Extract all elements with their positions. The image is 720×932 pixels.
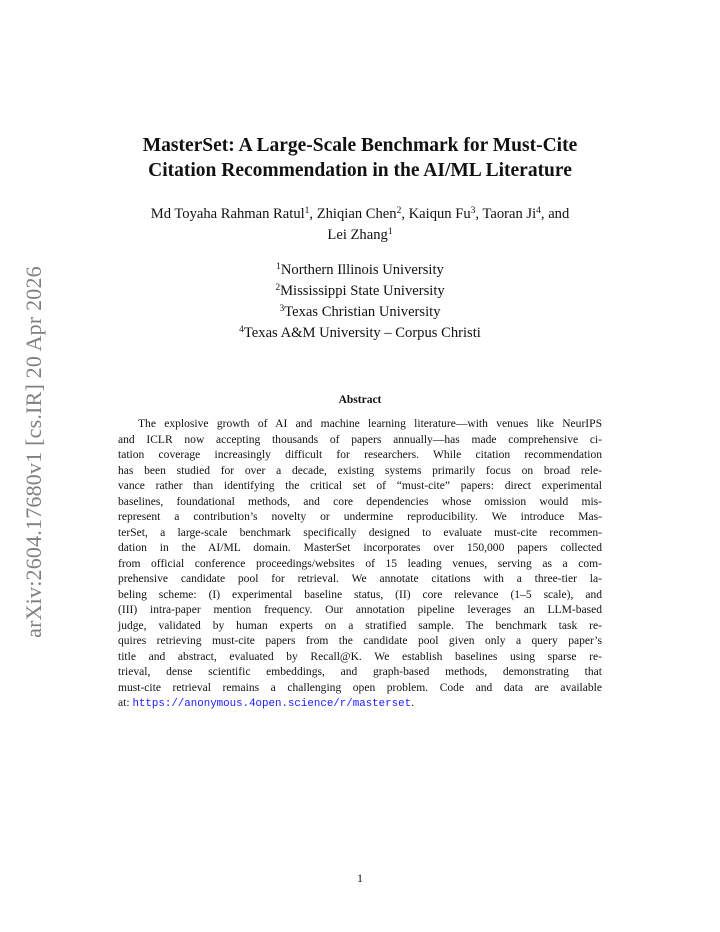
author-line-1	[60, 204, 660, 225]
author-name: Kaiqun Fu	[408, 206, 471, 222]
abstract-line: tation coverage increasingly difficult for researchers. While citation recommendation	[118, 449, 602, 461]
abstract-text: .	[411, 697, 414, 709]
abstract-heading: Abstract	[338, 394, 382, 406]
abstract-line: from official conference proceedings/websites of 15 leading venues, serving as a com-	[118, 557, 602, 570]
author-separator: ,	[475, 206, 483, 222]
author-affil-mark: 1	[304, 206, 310, 216]
affiliation	[60, 281, 660, 302]
affiliation-list	[60, 260, 660, 344]
abstract-line: trieval, dense scientific embeddings, and graph-based methods, demonstrating that	[118, 666, 602, 678]
affiliation-mark: 3	[279, 304, 285, 314]
abstract-text: at:	[118, 697, 133, 709]
affiliation-name: Northern Illinois University	[280, 262, 444, 278]
abstract-line: quires retrieving must-cite papers from the candidate pool given only a query paper’s	[118, 635, 602, 647]
affiliation-mark: 2	[275, 283, 281, 293]
abstract-line: represent a contribution’s novelty or undermine reproducibility. We introduce Mas-	[118, 511, 602, 523]
arxiv-identifier: arXiv:2604.17680v1 [cs.IR] 20 Apr 2026	[21, 266, 46, 638]
author-affil-mark: 1	[387, 227, 393, 237]
author-separator: ,	[401, 206, 409, 222]
title-line-2: Citation Recommendation in the AI/ML Literature	[148, 160, 572, 181]
abstract-line: judge, validated by human experts on a stratified sample. The benchmark task re-	[118, 619, 602, 632]
abstract-line: must-cite retrieval remains a challenging open problem. Code and data are available	[118, 681, 602, 694]
author-name: Lei Zhang	[327, 227, 388, 243]
affiliation-name: Texas A&M University – Corpus Christi	[243, 325, 481, 341]
author-name: Zhiqian Chen	[316, 206, 397, 222]
affiliation-mark: 1	[276, 262, 281, 272]
abstract-line: prehensive candidate pool for retrieval. We annotate citations with a three-tier la-	[118, 573, 602, 585]
abstract-line: has been studied for over a decade, existing systems primarily focus on broad rele-	[118, 464, 602, 477]
author-list	[60, 204, 660, 246]
affiliation-name: Texas Christian University	[284, 304, 441, 320]
abstract-line: baselines, foundational methods, and core dependencies whose omission would mis-	[118, 495, 602, 508]
abstract-line: and ICLR now accepting thousands of papers annually—has made comprehensive ci-	[118, 433, 602, 446]
paper-title	[60, 133, 660, 183]
abstract-line: terSet, a large-scale benchmark specifically designed to evaluate must-cite recommen-	[118, 526, 602, 539]
author-affil-mark: 3	[470, 206, 476, 216]
abstract-line: title and abstract, evaluated by Recall@K. We establish baselines using sparse re-	[118, 650, 602, 663]
page-number: 1	[357, 871, 363, 885]
author-separator: ,	[309, 206, 317, 222]
affiliation-name: Mississippi State University	[280, 283, 445, 299]
affiliation	[60, 260, 660, 281]
author-name: Taoran Ji	[482, 206, 537, 222]
abstract-line: vance rather than identifying the critical set of “must-cite” papers: direct experimental	[118, 480, 602, 492]
author-line-2	[60, 225, 660, 246]
abstract-line: beling scheme: (I) experimental baseline status, (II) core relevance (1–5 scale), and	[118, 588, 602, 601]
affiliation	[60, 323, 660, 344]
affiliation-mark: 4	[239, 325, 244, 335]
code-data-link[interactable]: https://anonymous.4open.science/r/masterset	[132, 698, 412, 710]
author-separator: , and	[540, 206, 570, 222]
abstract-line: (III) intra-paper mention frequency. Our annotation pipeline leverages an LLM-based	[118, 604, 602, 616]
author-affil-mark: 2	[396, 206, 402, 216]
author-affil-mark: 4	[536, 206, 541, 216]
abstract-body	[118, 417, 602, 713]
title-line-1: MasterSet: A Large-Scale Benchmark for Must-Cite	[142, 135, 578, 156]
abstract-line: The explosive growth of AI and machine learning literature—with venues like NeurIPS	[138, 418, 602, 430]
abstract-line: dation in the AI/ML domain. MasterSet incorporates over 150,000 papers collected	[118, 542, 602, 554]
affiliation	[60, 302, 660, 323]
author-name: Md Toyaha Rahman Ratul	[150, 206, 305, 222]
abstract-line-last	[118, 696, 602, 713]
